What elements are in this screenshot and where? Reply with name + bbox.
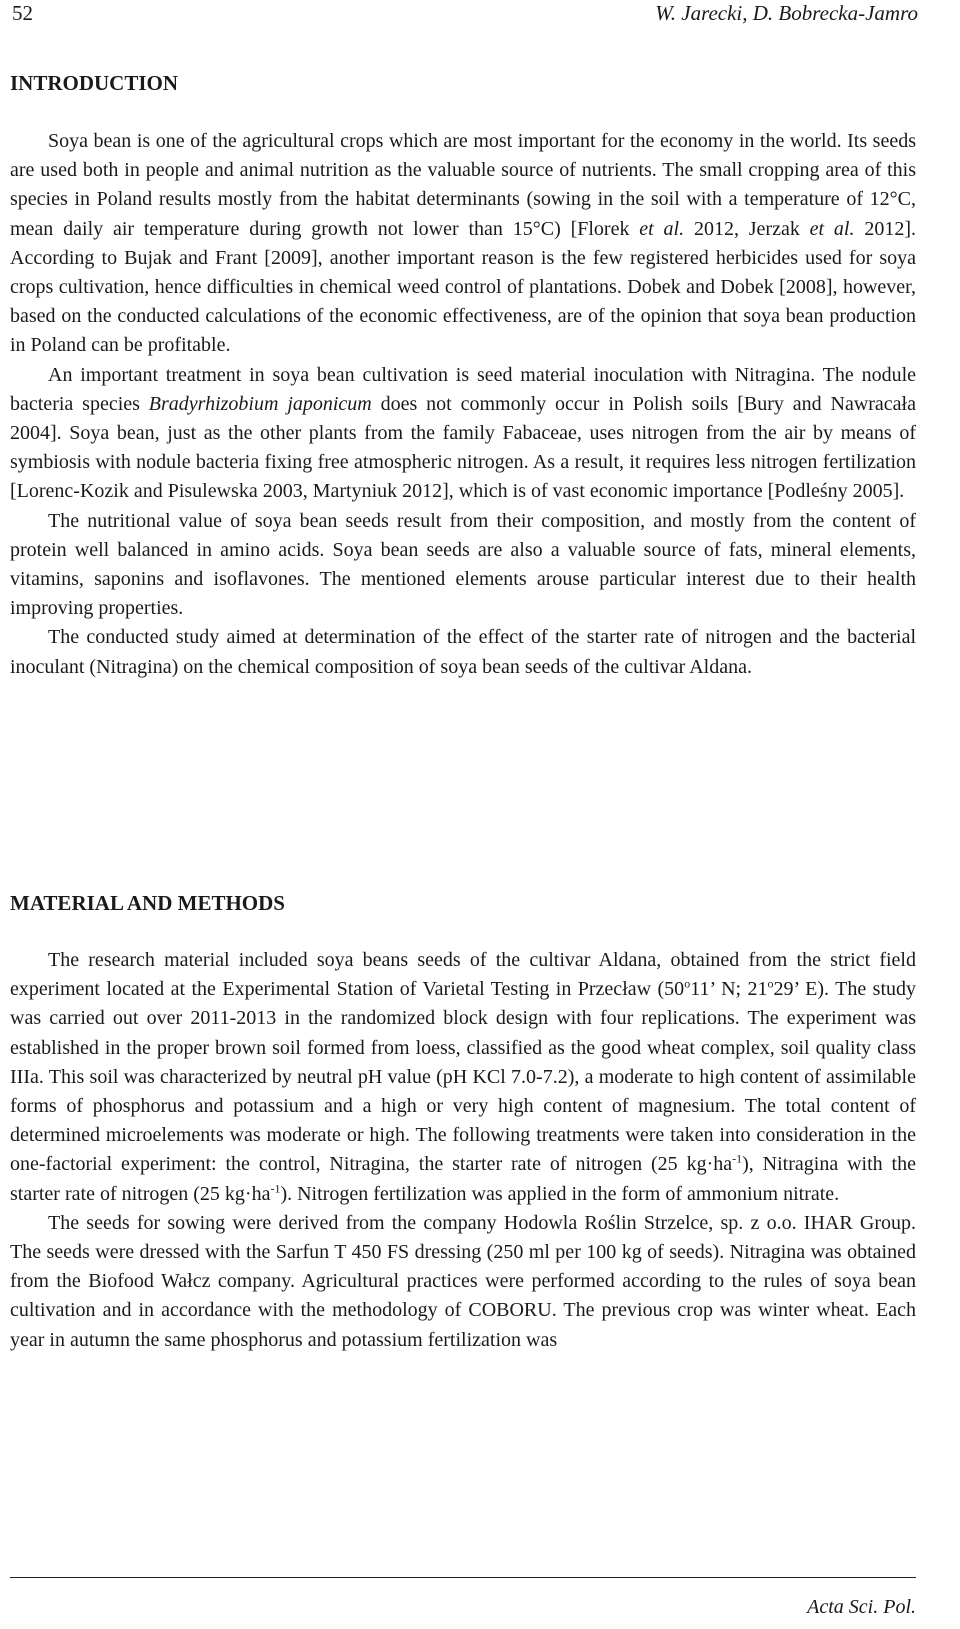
running-authors: W. Jarecki, D. Bobrecka-Jamro [655,1,918,25]
running-header [12,0,918,28]
intro-paragraph-1 [10,127,916,361]
unit-exponent: -1 [270,1180,281,1195]
page-number: 52 [12,1,33,25]
methods-body [10,946,916,1355]
unit-exponent: -1 [732,1151,743,1166]
intro-p1-etal-1: et al. [639,217,685,240]
introduction-heading: INTRODUCTION [10,71,179,95]
intro-paragraph-2 [10,361,916,507]
degree-superscript: o [684,976,691,991]
journal-name: Acta Sci. Pol. [807,1596,916,1618]
methods-p1-text-d: ), Nitragina with the starter rate of nitrogen (25 kg·ha [10,1153,916,1205]
methods-p1-text-b: 11’ N; 21 [690,978,768,1001]
intro-p1-text-c: 2012]. According to Bujak and Frant [2009], another important reason is the few registered herbicides used for soya crops cultivation, hence difficulties in chemical weed control of plantations. Dobek and Dobek [2008], however, based on the conducted calculations of the economic effectiveness, are of the opinion that soya bean production in Poland can be profitable. [10,217,916,357]
methods-p1-text-e: ). Nitrogen fertilization was applied in the form of ammonium nitrate. [280,1182,840,1205]
intro-p2-text-a: An important treatment in soya bean cultivation is seed material inoculation with Nitragina. The nodule bacteria species [10,363,916,415]
footer-rule [10,1577,916,1578]
intro-p1-text-a: Soya bean is one of the agricultural crops which are most important for the economy in the world. Its seeds are used both in people and animal nutrition as the valuable source of nutrients. The small cropping area of this species in Poland results mostly from the habitat determinants (sowing in the soil with a temperature of 12°C, mean daily air temperature during growth not lower than 15°C) [Florek [10,130,916,240]
methods-p1-text-c: 29’ E). The study was carried out over 2011-2013 in the randomized block design with four replications. The experiment was established in the proper brown soil formed from loess, classified as the good wheat complex, soil quality class IIIa. This soil was characterized by neutral pH value (pH KCl 7.0-7.2), a moderate to high content of assimilable forms of phosphorus and potassium and a high or very high content of magnesium. The total content of determined microelements was moderate or high. The following treatments were taken into consideration in the one-factorial experiment: the control, Nitragina, the starter rate of nitrogen (25 kg·ha [10,978,917,1176]
intro-paragraph-3: The nutritional value of soya bean seeds result from their composition, and mostly from the content of protein well balanced in amino acids. Soya bean seeds are also a valuable source of fats, mineral elements, vitamins, saponins and isoflavones. The mentioned elements arouse particular interest due to their health improving properties. [10,509,916,620]
intro-p1-etal-2: et al. [809,217,855,240]
methods-heading: MATERIAL AND METHODS [10,891,285,915]
intro-p2-text-b: does not commonly occur in Polish soils [Bury and Nawracała 2004]. Soya bean, just as the other plants from the family Fabaceae, uses nitrogen from the air by means of symbiosis with nodule bacteria fixing free atmospheric nitrogen. As a result, it requires less nitrogen fertilization [Lorenc-Kozik and Pisulewska 2003, Martyniuk 2012], which is of vast economic importance [Podleśny 2005]. [10,392,916,503]
introduction-body [10,127,916,682]
intro-paragraph-4: The conducted study aimed at determination of the effect of the starter rate of nitrogen and the bacterial inoculant (Nitragina) on the chemical composition of soya bean seeds of the cultivar Aldana. [10,626,916,678]
degree-superscript: o [767,976,774,991]
methods-paragraph-1 [10,946,916,1209]
methods-p1-text-a: The research material included soya beans seeds of the cultivar Aldana, obtained from the strict field experiment located at the Experimental Station of Varietal Testing in Przecław (50 [10,949,916,1001]
species-name: Bradyrhizobium japonicum [148,392,372,415]
methods-paragraph-2: The seeds for sowing were derived from the company Hodowla Roślin Strzelce, sp. z o.o. IHAR Group. The seeds were dressed with the Sarfun T 450 FS dressing (250 ml per 100 kg of seeds). Nitragina was obtained from the Biofood Wałcz company. Agricultural practices were performed according to the rules of soya bean cultivation and in accordance with the methodology of COBORU. The previous crop was winter wheat. Each year in autumn the same phosphorus and potassium fertilization was [10,1211,916,1351]
intro-p1-text-b: 2012, Jerzak [684,217,810,240]
